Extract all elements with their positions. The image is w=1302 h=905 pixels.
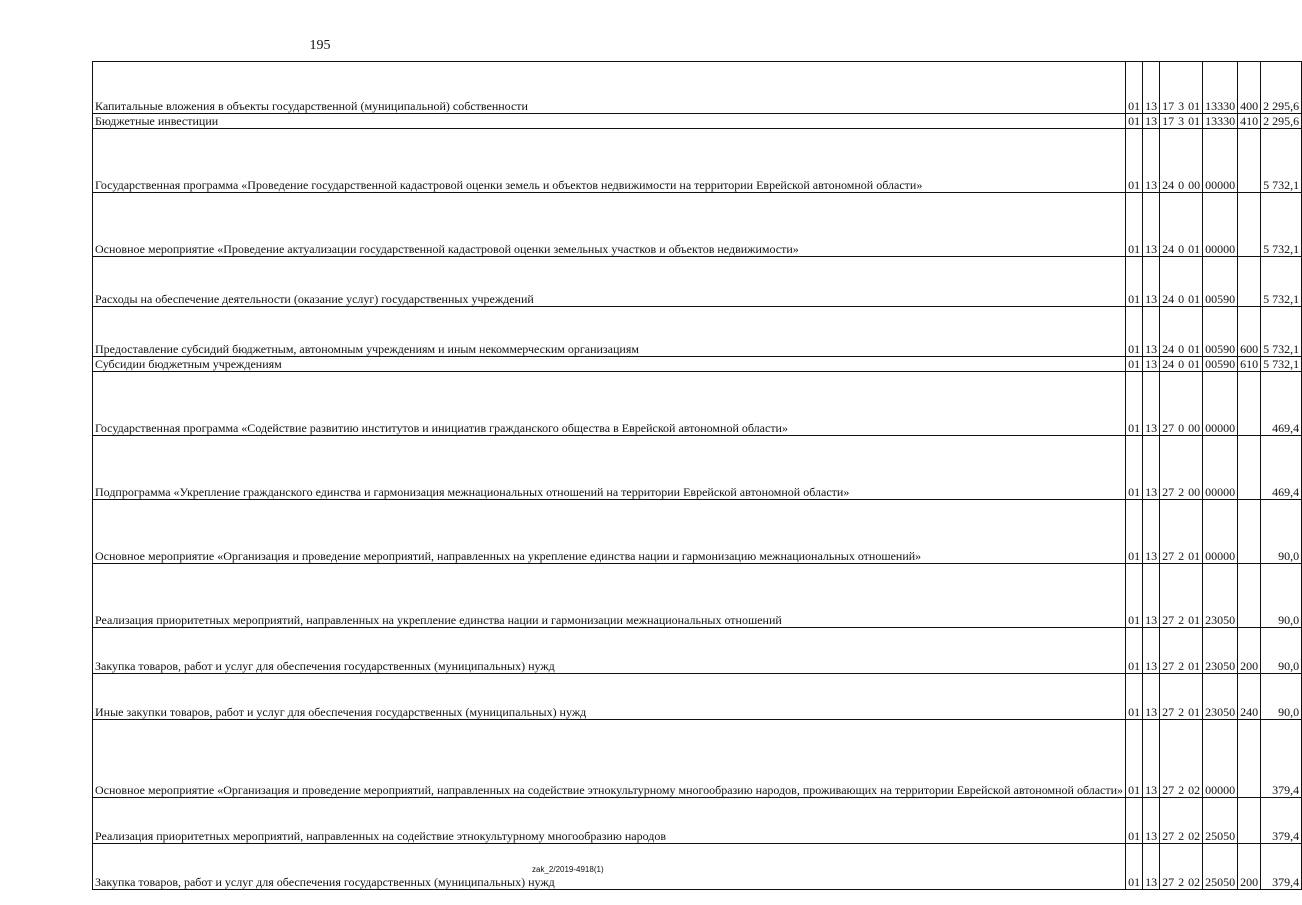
row-section-code: 01	[1126, 193, 1143, 257]
row-name: Субсидии бюджетным учреждениям	[93, 357, 1126, 372]
row-program-code	[1160, 798, 1203, 844]
row-program-code	[1160, 720, 1203, 798]
row-subsection-code: 13	[1143, 720, 1160, 798]
row-program-code-part: 2	[1178, 705, 1185, 719]
row-section-code: 01	[1126, 500, 1143, 564]
row-expense-type	[1238, 193, 1261, 257]
row-direction-code: 00590	[1203, 307, 1238, 357]
row-program-code-part: 3	[1178, 114, 1185, 128]
row-subsection-code: 13	[1143, 257, 1160, 307]
row-name: Реализация приоритетных мероприятий, направленных на укрепление единства нации и гармонизации межнациональных отношений	[93, 564, 1126, 628]
row-section-code: 01	[1126, 129, 1143, 193]
row-subsection-code: 13	[1143, 193, 1160, 257]
row-name: Основное мероприятие «Организация и проведение мероприятий, направленных на содействие этнокультурному многообразию народов, проживающих на территории Еврейской автономной области»	[93, 720, 1126, 798]
row-subsection-code: 13	[1143, 500, 1160, 564]
row-program-code-part: 2	[1178, 485, 1185, 499]
row-program-code-part: 01	[1188, 114, 1201, 128]
row-expense-type	[1238, 500, 1261, 564]
table-row	[93, 372, 1302, 436]
table-row	[93, 628, 1302, 674]
row-program-code	[1160, 436, 1203, 500]
row-subsection-code: 13	[1143, 564, 1160, 628]
row-program-code	[1160, 257, 1203, 307]
table-row	[93, 436, 1302, 500]
row-program-code-part: 00	[1188, 178, 1201, 192]
row-section-code: 01	[1126, 307, 1143, 357]
row-program-code-part: 01	[1188, 613, 1201, 627]
row-amount: 379,4	[1261, 720, 1302, 798]
row-section-code: 01	[1126, 257, 1143, 307]
row-direction-code: 23050	[1203, 628, 1238, 674]
row-name: Основное мероприятие «Проведение актуализации государственной кадастровой оценки земельных участков и объектов недвижимости»	[93, 193, 1126, 257]
row-name: Государственная программа «Содействие развитию институтов и инициатив гражданского общества в Еврейской автономной области»	[93, 372, 1126, 436]
row-section-code: 01	[1126, 798, 1143, 844]
row-expense-type	[1238, 798, 1261, 844]
row-program-code	[1160, 307, 1203, 357]
row-expense-type	[1238, 436, 1261, 500]
row-subsection-code: 13	[1143, 674, 1160, 720]
row-program-code	[1160, 129, 1203, 193]
row-direction-code: 25050	[1203, 798, 1238, 844]
row-subsection-code: 13	[1143, 114, 1160, 129]
row-name: Государственная программа «Проведение государственной кадастровой оценки земель и объектов недвижимости на территории Еврейской автономной области»	[93, 129, 1126, 193]
row-program-code-part: 17	[1162, 99, 1175, 113]
row-expense-type	[1238, 564, 1261, 628]
row-direction-code: 00590	[1203, 257, 1238, 307]
row-subsection-code: 13	[1143, 129, 1160, 193]
row-subsection-code: 13	[1143, 436, 1160, 500]
row-program-code-part: 01	[1188, 242, 1201, 256]
row-program-code-part: 24	[1162, 342, 1175, 356]
row-program-code	[1160, 372, 1203, 436]
row-program-code	[1160, 62, 1203, 114]
row-amount: 379,4	[1261, 844, 1302, 890]
row-section-code: 01	[1126, 844, 1143, 890]
row-section-code: 01	[1126, 674, 1143, 720]
row-subsection-code: 13	[1143, 628, 1160, 674]
row-subsection-code: 13	[1143, 372, 1160, 436]
row-amount: 5 732,1	[1261, 307, 1302, 357]
row-direction-code: 00000	[1203, 720, 1238, 798]
row-program-code-part: 27	[1162, 485, 1175, 499]
row-program-code-part: 27	[1162, 705, 1175, 719]
table-row	[93, 500, 1302, 564]
row-section-code: 01	[1126, 62, 1143, 114]
row-amount: 5 732,1	[1261, 357, 1302, 372]
row-program-code-part: 01	[1188, 99, 1201, 113]
row-program-code	[1160, 500, 1203, 564]
row-program-code-part: 01	[1188, 292, 1201, 306]
row-subsection-code: 13	[1143, 357, 1160, 372]
table-row	[93, 129, 1302, 193]
row-section-code: 01	[1126, 357, 1143, 372]
row-direction-code: 00000	[1203, 193, 1238, 257]
row-program-code-part: 0	[1178, 357, 1185, 371]
row-amount: 2 295,6	[1261, 114, 1302, 129]
table-row	[93, 193, 1302, 257]
row-amount: 469,4	[1261, 372, 1302, 436]
row-program-code-part: 3	[1178, 99, 1185, 113]
row-program-code-part: 27	[1162, 783, 1175, 797]
row-expense-type: 410	[1238, 114, 1261, 129]
row-section-code: 01	[1126, 372, 1143, 436]
row-expense-type: 200	[1238, 628, 1261, 674]
row-program-code-part: 2	[1178, 829, 1185, 843]
table-row	[93, 844, 1302, 890]
row-name: Капитальные вложения в объекты государственной (муниципальной) собственности	[93, 62, 1126, 114]
row-direction-code: 00000	[1203, 500, 1238, 564]
row-program-code-part: 00	[1188, 485, 1201, 499]
row-subsection-code: 13	[1143, 844, 1160, 890]
row-direction-code: 13330	[1203, 114, 1238, 129]
row-section-code: 01	[1126, 564, 1143, 628]
row-program-code-part: 27	[1162, 659, 1175, 673]
row-amount: 5 732,1	[1261, 193, 1302, 257]
row-program-code-part: 0	[1178, 242, 1185, 256]
row-program-code-part: 2	[1178, 659, 1185, 673]
row-direction-code: 23050	[1203, 674, 1238, 720]
row-program-code	[1160, 114, 1203, 129]
row-name: Иные закупки товаров, работ и услуг для обеспечения государственных (муниципальных) нужд	[93, 674, 1126, 720]
row-program-code-part: 01	[1188, 549, 1201, 563]
row-amount: 90,0	[1261, 564, 1302, 628]
row-program-code-part: 27	[1162, 549, 1175, 563]
table-row	[93, 798, 1302, 844]
row-program-code-part: 27	[1162, 613, 1175, 627]
table-row	[93, 357, 1302, 372]
row-name: Предоставление субсидий бюджетным, автономным учреждениям и иным некоммерческим организациям	[93, 307, 1126, 357]
row-expense-type	[1238, 129, 1261, 193]
row-program-code	[1160, 844, 1203, 890]
row-name: Закупка товаров, работ и услуг для обеспечения государственных (муниципальных) нужд	[93, 628, 1126, 674]
row-expense-type	[1238, 720, 1261, 798]
row-program-code-part: 2	[1178, 783, 1185, 797]
row-name: Основное мероприятие «Организация и проведение мероприятий, направленных на укрепление единства нации и гармонизацию межнациональных отношений»	[93, 500, 1126, 564]
row-program-code-part: 02	[1188, 875, 1201, 889]
row-program-code-part: 24	[1162, 178, 1175, 192]
row-program-code	[1160, 193, 1203, 257]
row-section-code: 01	[1126, 720, 1143, 798]
row-amount: 90,0	[1261, 500, 1302, 564]
row-program-code-part: 2	[1178, 549, 1185, 563]
row-amount: 2 295,6	[1261, 62, 1302, 114]
row-name: Реализация приоритетных мероприятий, направленных на содействие этнокультурному многообразию народов	[93, 798, 1126, 844]
row-expense-type: 610	[1238, 357, 1261, 372]
row-program-code-part: 00	[1188, 421, 1201, 435]
table-row	[93, 114, 1302, 129]
row-section-code: 01	[1126, 114, 1143, 129]
row-expense-type: 200	[1238, 844, 1261, 890]
row-program-code-part: 2	[1178, 613, 1185, 627]
table-row	[93, 564, 1302, 628]
row-amount: 5 732,1	[1261, 129, 1302, 193]
row-direction-code: 00000	[1203, 372, 1238, 436]
row-program-code-part: 0	[1178, 421, 1185, 435]
table-row	[93, 674, 1302, 720]
page-number: 195	[309, 38, 331, 53]
table-row	[93, 62, 1302, 114]
row-program-code-part: 2	[1178, 875, 1185, 889]
row-expense-type: 400	[1238, 62, 1261, 114]
row-name: Закупка товаров, работ и услуг для обеспечения государственных (муниципальных) нужд	[93, 844, 1126, 890]
budget-table	[92, 61, 1302, 890]
row-program-code-part: 17	[1162, 114, 1175, 128]
row-program-code-part: 27	[1162, 875, 1175, 889]
row-program-code-part: 24	[1162, 357, 1175, 371]
row-section-code: 01	[1126, 436, 1143, 500]
row-program-code-part: 27	[1162, 421, 1175, 435]
row-expense-type	[1238, 372, 1261, 436]
row-amount: 469,4	[1261, 436, 1302, 500]
row-direction-code: 00000	[1203, 129, 1238, 193]
row-program-code-part: 01	[1188, 705, 1201, 719]
row-amount: 90,0	[1261, 674, 1302, 720]
row-program-code-part: 02	[1188, 829, 1201, 843]
row-program-code-part: 0	[1178, 342, 1185, 356]
row-amount: 379,4	[1261, 798, 1302, 844]
row-section-code: 01	[1126, 628, 1143, 674]
row-program-code	[1160, 674, 1203, 720]
row-name: Бюджетные инвестиции	[93, 114, 1126, 129]
row-name: Расходы на обеспечение деятельности (оказание услуг) государственных учреждений	[93, 257, 1126, 307]
row-program-code-part: 01	[1188, 357, 1201, 371]
row-direction-code: 25050	[1203, 844, 1238, 890]
row-amount: 5 732,1	[1261, 257, 1302, 307]
row-program-code-part: 0	[1178, 178, 1185, 192]
row-program-code-part: 01	[1188, 659, 1201, 673]
row-program-code	[1160, 564, 1203, 628]
row-program-code-part: 01	[1188, 342, 1201, 356]
row-program-code-part: 24	[1162, 292, 1175, 306]
row-subsection-code: 13	[1143, 798, 1160, 844]
row-program-code-part: 0	[1178, 292, 1185, 306]
row-amount: 90,0	[1261, 628, 1302, 674]
row-direction-code: 23050	[1203, 564, 1238, 628]
table-row	[93, 257, 1302, 307]
row-program-code-part: 24	[1162, 242, 1175, 256]
row-direction-code: 00000	[1203, 436, 1238, 500]
row-program-code	[1160, 628, 1203, 674]
row-program-code	[1160, 357, 1203, 372]
table-row	[93, 720, 1302, 798]
row-direction-code: 13330	[1203, 62, 1238, 114]
row-direction-code: 00590	[1203, 357, 1238, 372]
row-expense-type	[1238, 257, 1261, 307]
row-program-code-part: 27	[1162, 829, 1175, 843]
row-subsection-code: 13	[1143, 307, 1160, 357]
table-row	[93, 307, 1302, 357]
row-name: Подпрограмма «Укрепление гражданского единства и гармонизация межнациональных отношений на территории Еврейской автономной области»	[93, 436, 1126, 500]
row-expense-type: 240	[1238, 674, 1261, 720]
footer-code: zak_2/2019-4918(1)	[532, 865, 604, 874]
row-program-code-part: 02	[1188, 783, 1201, 797]
row-expense-type: 600	[1238, 307, 1261, 357]
row-subsection-code: 13	[1143, 62, 1160, 114]
